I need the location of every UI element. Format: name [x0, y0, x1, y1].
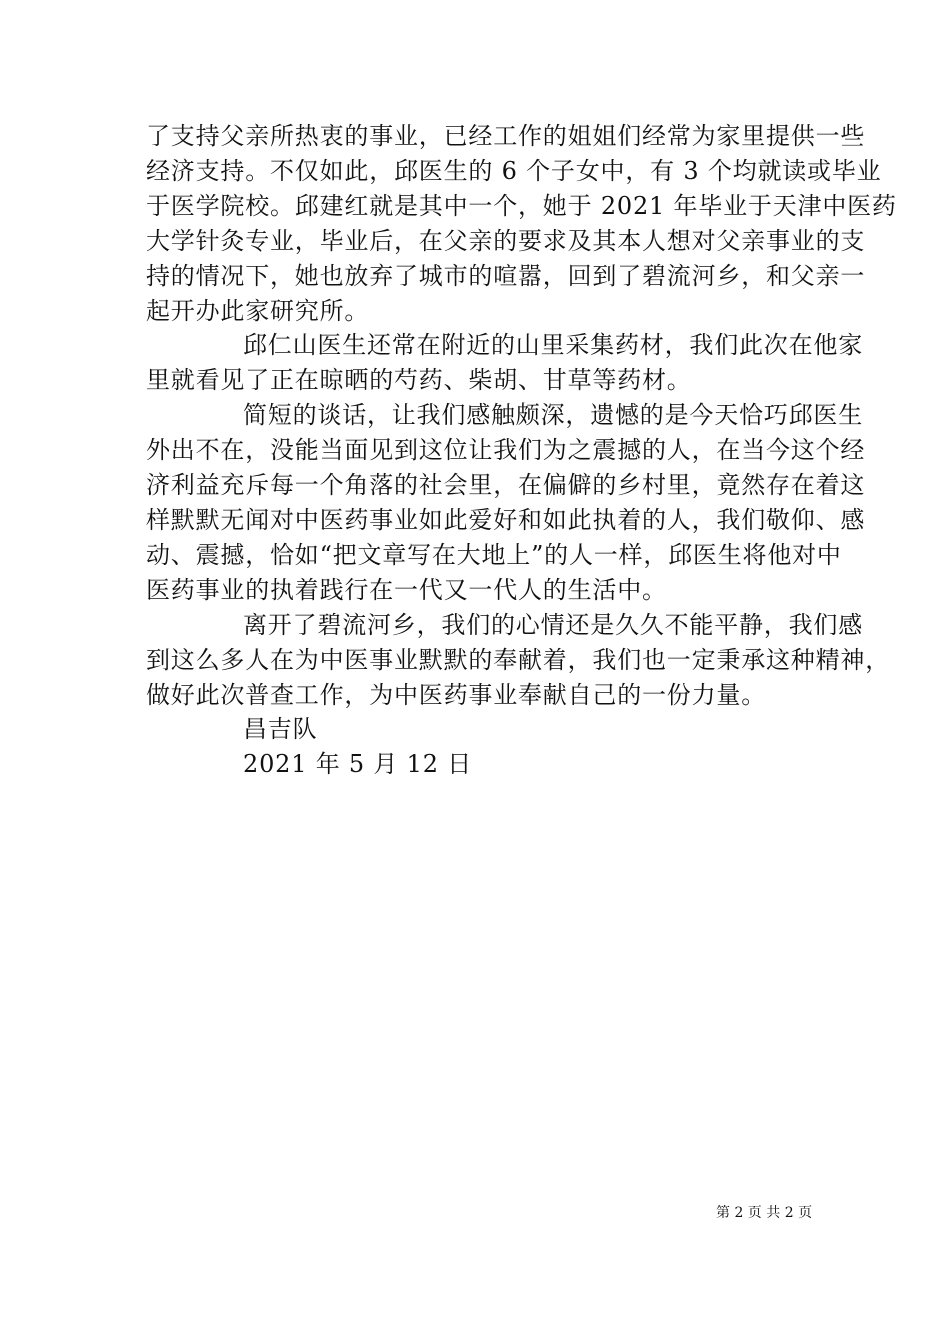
text-line: 样默默无闻对中医药事业如此爱好和如此执着的人，我们敬仰、感 [146, 505, 866, 534]
text-line: 大学针灸专业，毕业后，在父亲的要求及其本人想对父亲事业的支 [146, 226, 866, 255]
text-line: 做好此次普查工作，为中医药事业奉献自己的一份力量。 [146, 680, 766, 709]
text-line: 动、震撼，恰如“把文章写在大地上”的人一样，邱医生将他对中 [146, 540, 842, 569]
text-line: 外出不在，没能当面见到这位让我们为之震撼的人，在当今这个经 [146, 436, 866, 465]
text-line: 了支持父亲所热衷的事业，已经工作的姐姐们经常为家里提供一些 [146, 122, 866, 150]
page-number-footer: 第 2 页 共 2 页 [716, 1205, 813, 1221]
signature-team: 昌吉队 [243, 715, 318, 744]
text-line: 简短的谈话，让我们感触颇深，遗憾的是今天恰巧邱医生 [243, 401, 863, 430]
text-line: 医药事业的执着践行在一代又一代人的生活中。 [146, 575, 667, 604]
text-line: 济利益充斥每一个角落的社会里，在偏僻的乡村里，竟然存在着这 [146, 471, 866, 500]
text-line: 邱仁山医生还常在附近的山里采集药材，我们此次在他家 [243, 331, 863, 360]
text-line: 于医学院校。邱建红就是其中一个，她于 2021 年毕业于天津中医药 [146, 191, 897, 220]
text-line: 持的情况下，她也放弃了城市的喧嚣，回到了碧流河乡，和父亲一 [146, 261, 866, 290]
text-line: 经济支持。不仅如此，邱医生的 6 个子女中，有 3 个均就读或毕业 [146, 156, 882, 185]
text-line: 离开了碧流河乡，我们的心情还是久久不能平静，我们感 [243, 610, 863, 639]
text-line: 到这么多人在为中医事业默默的奉献着，我们也一定秉承这种精神， [146, 645, 890, 674]
body-text [146, 119, 897, 782]
signature-date: 2021 年 5 月 12 日 [243, 750, 473, 779]
text-line: 里就看见了正在晾晒的芍药、柴胡、甘草等药材。 [146, 366, 692, 395]
text-line: 起开办此家研究所。 [146, 296, 370, 325]
